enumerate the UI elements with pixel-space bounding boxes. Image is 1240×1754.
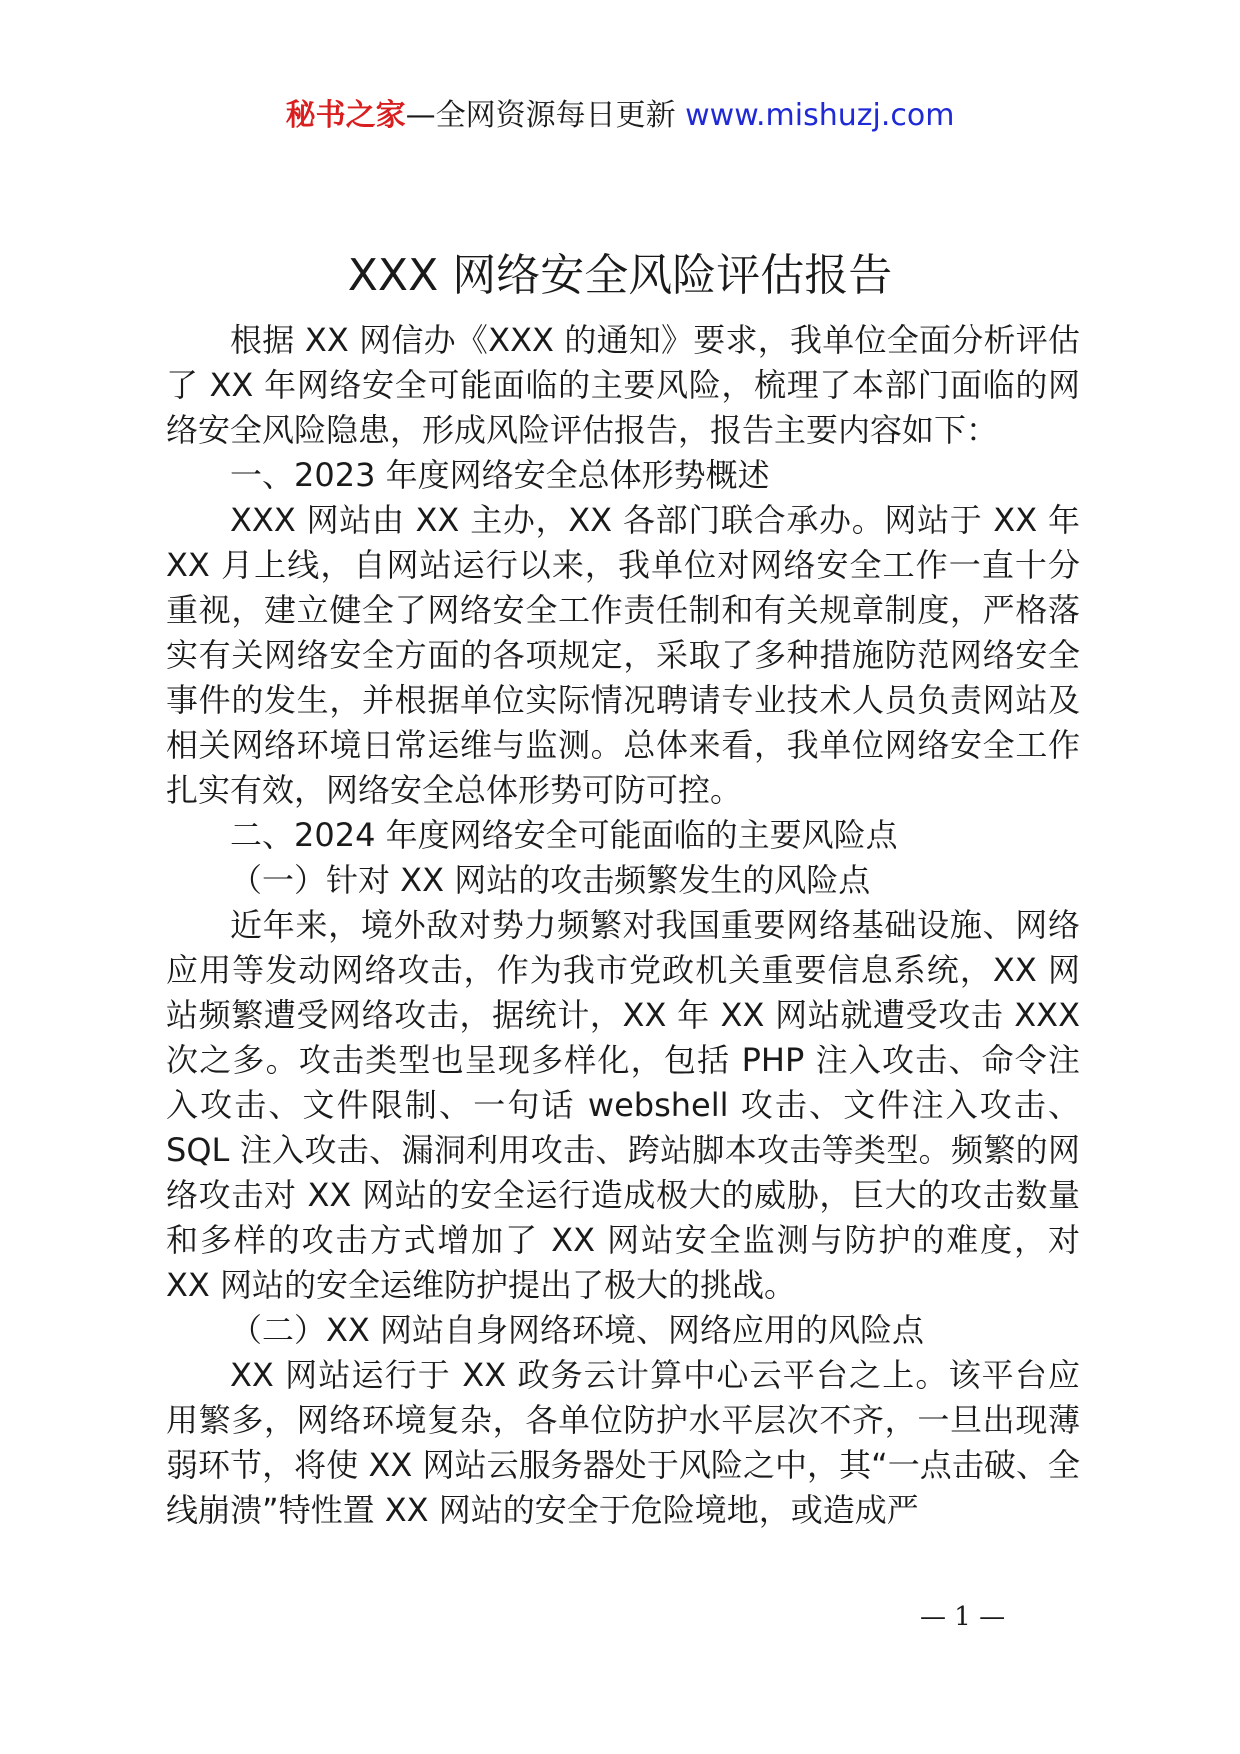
banner-slogan: —全网资源每日更新 — [405, 98, 676, 133]
subsection-heading-2: （二）XX 网站自身网络环境、网络应用的风险点 — [230, 1311, 925, 1349]
site-url-link[interactable]: www.mishuzj.com — [685, 98, 955, 133]
document-body — [166, 318, 1080, 1533]
page-number: — 1 — — [920, 1602, 1006, 1632]
section-heading-2: 二、2024 年度网络安全可能面临的主要风险点 — [230, 816, 898, 854]
subsection-heading-1: （一）针对 XX 网站的攻击频繁发生的风险点 — [230, 861, 871, 899]
section-heading-1: 一、2023 年度网络安全总体形势概述 — [230, 456, 770, 494]
body-paragraph: XXX 网站由 XX 主办，XX 各部门联合承办。网站于 XX 年 XX 月上线，自网站运行以来，我单位对网络安全工作一直十分重视，建立健全了网络安全工作责任制和有关规章制度，严格落实有关网络安全方面的各项规定，采取了多种措施防范网络安全事件的发生，并根据单位实际情况聘请专业技术人员负责网站及相关网络环境日常运维与监测。总体来看，我单位网络安全工作扎实有效，网络安全总体形势可防可控。 — [166, 501, 1080, 809]
intro-paragraph: 根据 XX 网信办《XXX 的通知》要求，我单位全面分析评估了 XX 年网络安全可能面临的主要风险，梳理了本部门面临的网络安全风险隐患，形成风险评估报告，报告主要内容如下： — [166, 321, 1080, 449]
document-title: XXX 网络安全风险评估报告 — [347, 250, 893, 301]
site-banner — [0, 96, 1240, 136]
body-paragraph: XX 网站运行于 XX 政务云计算中心云平台之上。该平台应用繁多，网络环境复杂，各单位防护水平层次不齐，一旦出现薄弱环节，将使 XX 网站云服务器处于风险之中，其“一点击破、全线崩溃”特性置 XX 网站的安全于危险境地，或造成严 — [166, 1356, 1080, 1529]
brand-name: 秘书之家 — [285, 98, 406, 133]
body-paragraph: 近年来，境外敌对势力频繁对我国重要网络基础设施、网络应用等发动网络攻击，作为我市党政机关重要信息系统，XX 网站频繁遭受网络攻击，据统计，XX 年 XX 网站就遭受攻击 XXX 次之多。攻击类型也呈现多样化，包括 PHP 注入攻击、命令注入攻击、文件限制、一句话 webshell 攻击、文件注入攻击、SQL 注入攻击、漏洞利用攻击、跨站脚本攻击等类型。频繁的网络攻击对 XX 网站的安全运行造成极大的威胁，巨大的攻击数量和多样的攻击方式增加了 XX 网站安全监测与防护的难度，对 XX 网站的安全运维防护提出了极大的挑战。 — [166, 906, 1080, 1304]
